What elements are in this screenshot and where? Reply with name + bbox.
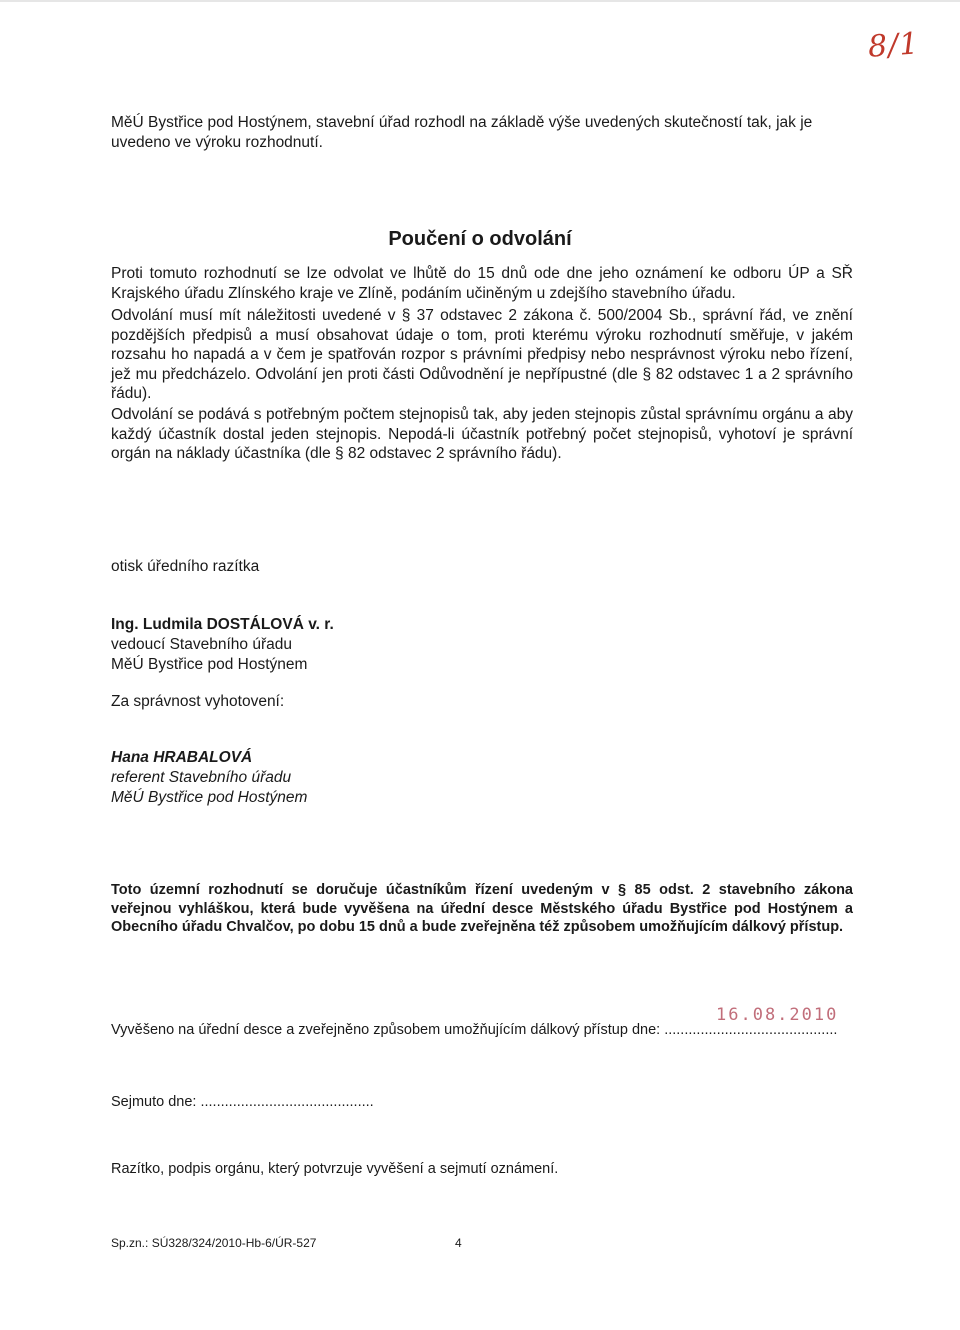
confirmation-line: Razítko, podpis orgánu, který potvrzuje vyvěšení a sejmutí oznámení. — [111, 1161, 559, 1177]
delivery-notice: Toto územní rozhodnutí se doručuje účastníkům řízení uvedeným v § 85 odst. 2 stavebního zákona veřejnou vyhláškou, která bude vyvěšena na úřední desce Městského úřadu Bystřice pod Hostýnem a Obecního úřadu Chvalčov, po dobu 15 dnů a bude zveřejněna též způsobem umožňujícím dálkový přístup. — [111, 882, 853, 935]
stamp-note: otisk úředního razítka — [111, 558, 260, 575]
verifier-office: MěÚ Bystřice pod Hostýnem — [111, 789, 308, 806]
removed-line: Sejmuto dne: ........................................... — [111, 1094, 374, 1110]
appeal-paragraph-2: Odvolání musí mít náležitosti uvedené v § 37 odstavec 2 zákona č. 500/2004 Sb., správní řád, ve znění pozdějších předpisů a musí obsahovat údaje o tom, proti kterému výroku rozhodnutí směřuje, v jakém rozsahu ho napadá a v čem je spatřován rozpor s právními předpisy nebo nesprávnost výroku nebo řízení, jež mu předcházelo. Odvolání jen proti části Odůvodnění je nepřípustné (dle § 82 odstavec 1 a 2 správního řádu). — [111, 307, 853, 402]
appeal-paragraph-3: Odvolání se podává s potřebným počtem stejnopisů tak, aby jeden stejnopis zůstal správnímu orgánu a aby každý účastník dostal jeden stejnopis. Nepodá-li účastník potřebný počet stejnopisů, vyhotoví je správní orgán na náklady účastníka (dle § 82 odstavec 2 správního řádu). — [111, 406, 853, 462]
footer-page-number: 4 — [455, 1236, 462, 1250]
verifier-name: Hana HRABALOVÁ — [111, 749, 253, 766]
posted-line: Vyvěšeno na úřední desce a zveřejněno způsobem umožňujícím dálkový přístup dne: ........................................... — [111, 1022, 838, 1038]
handwritten-page-mark: 8/1 — [866, 26, 921, 65]
signatory-name: Ing. Ludmila DOSTÁLOVÁ v. r. — [111, 616, 334, 633]
verification-label: Za správnost vyhotovení: — [111, 693, 285, 710]
verifier-block — [111, 748, 307, 808]
signatory-role: vedoucí Stavebního úřadu — [111, 636, 292, 653]
signatory-block — [111, 615, 334, 675]
footer-reference: Sp.zn.: SÚ328/324/2010-Hb-6/ÚR-527 — [111, 1236, 317, 1250]
section-heading: Poučení o odvolání — [388, 228, 572, 250]
verifier-role: referent Stavebního úřadu — [111, 769, 292, 786]
posting-date-stamp: 16.08.2010 — [716, 1005, 839, 1025]
intro-text: MěÚ Bystřice pod Hostýnem, stavební úřad rozhodl na základě výše uvedených skutečností tak, jak je uvedeno ve výroku rozhodnutí. — [111, 114, 813, 151]
signatory-office: MěÚ Bystřice pod Hostýnem — [111, 656, 308, 673]
top-rule — [0, 0, 960, 2]
appeal-paragraph-1: Proti tomuto rozhodnutí se lze odvolat ve lhůtě do 15 dnů ode dne jeho oznámení ke odboru ÚP a SŘ Krajského úřadu Zlínského kraje ve Zlíně, podáním učiněným u zdejšího stavebního úřadu. — [111, 265, 853, 302]
